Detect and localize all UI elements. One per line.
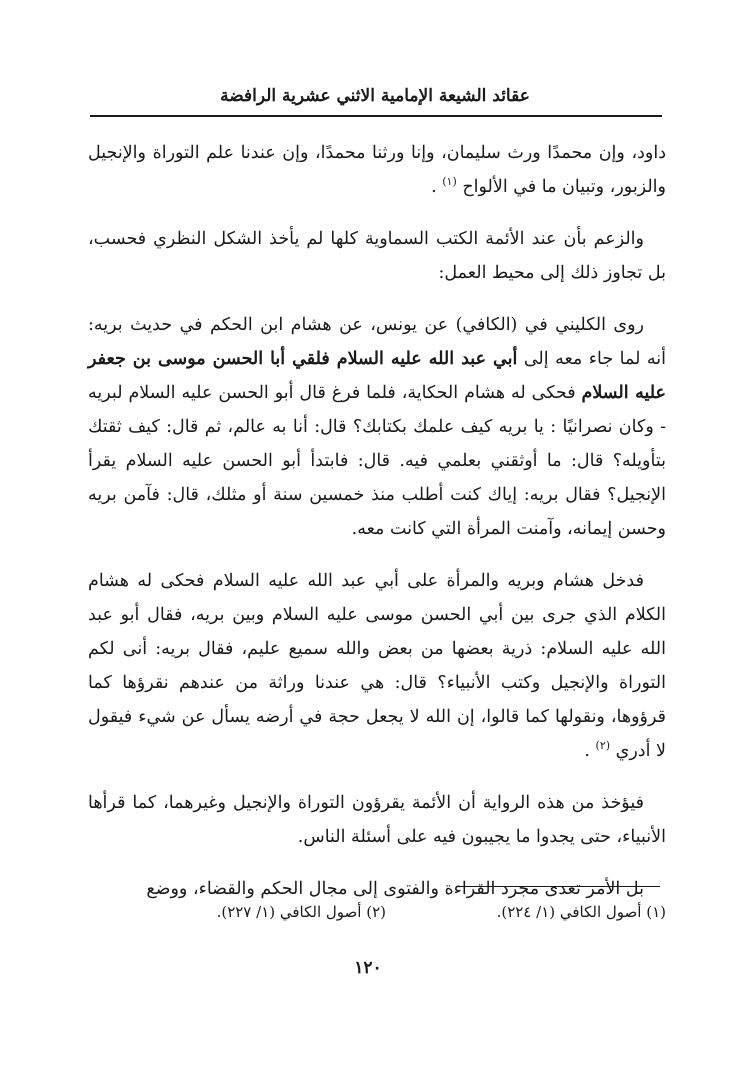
paragraph-3-bold: أبي عبد الله عليه السلام فلقي أبا الحسن موسى بن جعفر عليه السلام [88,349,666,403]
page-number: ١٢٠ [354,958,382,978]
main-text [88,136,666,924]
paragraph-5: فيؤخذ من هذه الرواية أن الأئمة يقرؤون التوراة والإنجيل وغيرهما، كما قرأها الأنبياء، حتى يجدوا ما يجيبون فيه على أسئلة الناس. [88,793,666,847]
header-divider [90,115,662,117]
running-header: عقائد الشيعة الإمامية الاثني عشرية الرافضة [220,86,530,106]
footnote-1: (١) أصول الكافي (١/ ٢٢٤). [496,903,666,921]
paragraph-2: والزعم بأن عند الأئمة الكتب السماوية كلها لم يأخذ الشكل النظري فحسب، بل تجاوز ذلك إلى محيط العمل: [88,229,666,283]
paragraph-1-text: داود، وإن محمدًا ورث سليمان، وإنا ورثنا محمدًا، وإن عندنا علم التوراة والإنجيل والزبور، وتبيان ما في الألواح [88,143,666,197]
footnote-ref-1: (١) [442,175,457,189]
paragraph-6: بل الأمر تعدى مجرد القراءة والفتوى إلى مجال الحكم والقضاء، ووضع [146,879,644,899]
footnote-divider [458,886,660,887]
paragraph-1 [88,136,666,204]
footnote-ref-2: (٢) [595,739,611,753]
paragraph-4 [88,564,666,768]
paragraph-3-text-b: فحكى له هشام الحكاية، فلما فرغ قال أبو الحسن عليه السلام لبريه - وكان نصرانيًا : يا بريه كيف علمك بكتابك؟ قال: أنا به عالم، ثم قال: كيف ثقتك بتأويله؟ قال: ما أوثقني بعلمي فيه. قال: فابتدأ أبو الحسن عليه السلام يقرأ الإنجيل؟ فقال بريه: إياك كنت أطلب منذ خمسين سنة أو مثلك، قال: فآمن بريه وحسن إيمانه، وآمنت المرأة التي كانت معه. [88,383,666,539]
paragraph-3-text-a: روى الكليني في (الكافي) عن يونس، عن هشام ابن الحكم في حديث بريه: أنه لما جاء معه إلى [88,315,666,369]
footnote-2: (٢) أصول الكافي (١/ ٢٢٧). [216,903,386,921]
paragraph-3 [88,308,666,546]
paragraph-4-end: . [584,741,590,761]
paragraph-1-end: . [431,177,437,197]
footnotes [88,900,666,924]
paragraph-4-text: فدخل هشام وبريه والمرأة على أبي عبد الله عليه السلام فحكى له هشام الكلام الذي جرى بين أبي الحسن موسى عليه السلام وبين بريه، فقال أبو عبد الله عليه السلام: ذرية بعضها من بعض والله سميع عليم، فقال بريه: أنى لكم التوراة والإنجيل وكتب الأنبياء؟ قال: هي عندنا وراثة من عندهم نقرؤها كما قرؤوها، ونقولها كما قالوا، إن الله لا يجعل حجة في أرضه يسأل عن شيء فيقول لا أدري [88,571,666,761]
